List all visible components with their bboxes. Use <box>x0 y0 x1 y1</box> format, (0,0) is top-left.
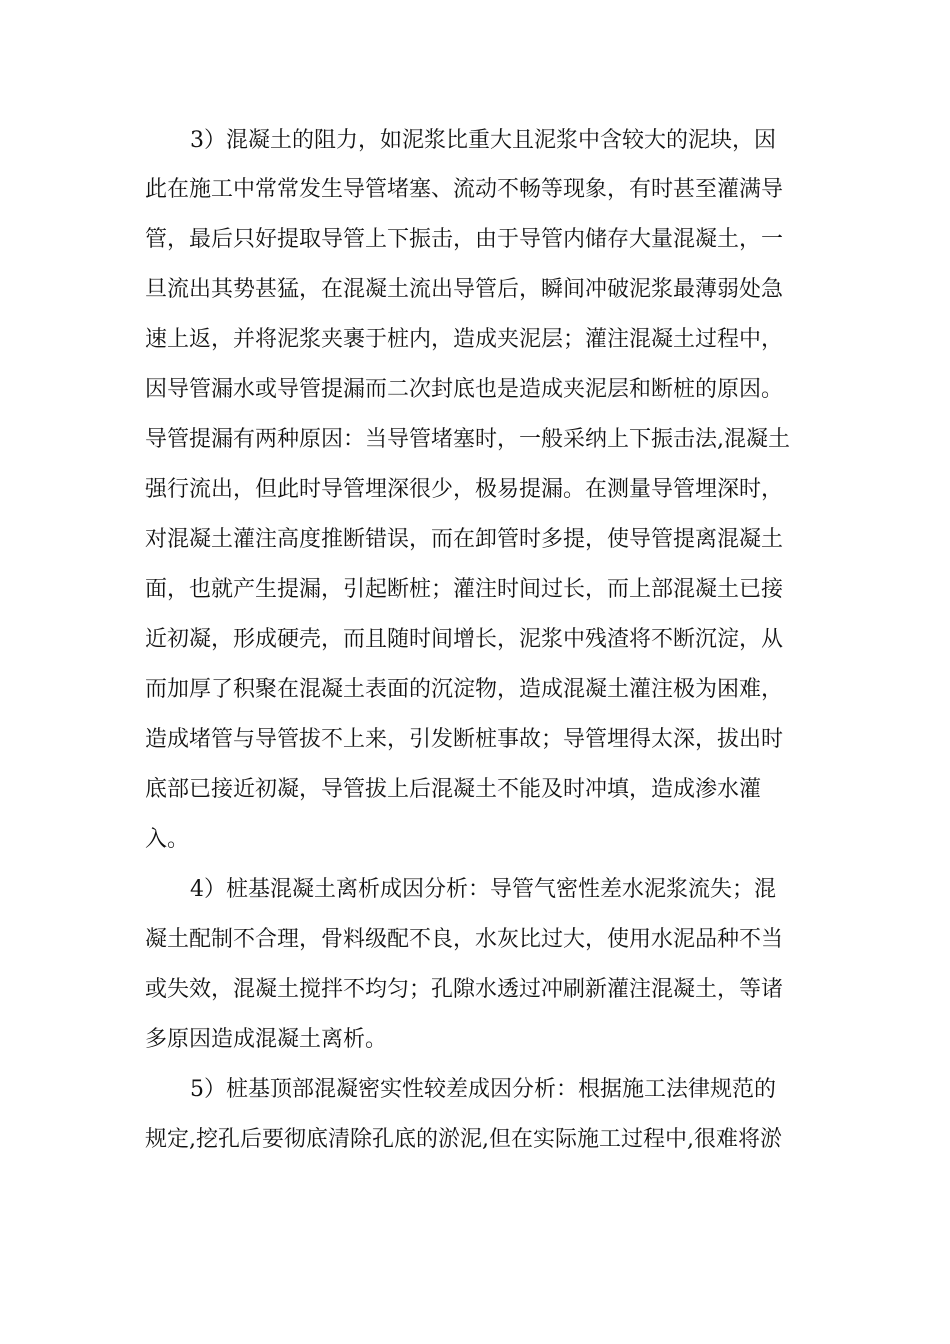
paragraph-2-line-2: 凝土配制不合理，骨料级配不良，水灰比过大，使用水泥品种不当 <box>145 927 784 952</box>
paragraph-1-line-9: 对混凝土灌注高度推断错误，而在卸管时多提，使导管提离混凝土 <box>145 527 784 552</box>
paragraph-1-line-2: 此在施工中常常发生导管堵塞、流动不畅等现象，有时甚至灌满导 <box>145 177 784 202</box>
paragraph-1-line-10: 面，也就产生提漏，引起断桩；灌注时间过长，而上部混凝土已接 <box>145 577 784 602</box>
paragraph-1-line-5: 速上返，并将泥浆夹裹于桩内，造成夹泥层；灌注混凝土过程中， <box>145 327 784 352</box>
paragraph-1-line-13: 造成堵管与导管拔不上来，引发断桩事故；导管埋得太深，拔出时 <box>145 727 784 752</box>
paragraph-1-line-7: 导管提漏有两种原因：当导管堵塞时，一般采纳上下振击法,混凝土 <box>145 427 790 452</box>
paragraph-1-line-1: 3）混凝土的阻力，如泥浆比重大且泥浆中含较大的泥块，因 <box>190 128 776 153</box>
paragraph-1-line-14: 底部已接近初凝，导管拔上后混凝土不能及时冲填，造成渗水灌 <box>145 777 762 802</box>
paragraph-1-line-3: 管，最后只好提取导管上下振击，由于导管内储存大量混凝土，一 <box>145 227 784 252</box>
paragraph-2-line-1: 4）桩基混凝土离析成因分析：导管气密性差水泥浆流失；混 <box>190 877 776 902</box>
paragraph-1-line-6: 因导管漏水或导管提漏而二次封底也是造成夹泥层和断桩的原因。 <box>145 377 784 402</box>
paragraph-3-line-1: 5）桩基顶部混凝密实性较差成因分析：根据施工法律规范的 <box>190 1077 776 1102</box>
paragraph-2-line-3: 或失效，混凝土搅拌不均匀；孔隙水透过冲刷新灌注混凝土，等诸 <box>145 977 784 1002</box>
paragraph-3-line-2: 规定,挖孔后要彻底清除孔底的淤泥,但在实际施工过程中,很难将淤 <box>145 1127 782 1152</box>
paragraph-1-line-4: 旦流出其势甚猛，在混凝土流出导管后，瞬间冲破泥浆最薄弱处急 <box>145 277 784 302</box>
paragraph-1-line-11: 近初凝，形成硬壳，而且随时间增长，泥浆中残渣将不断沉淀，从 <box>145 627 784 652</box>
paragraph-1-line-15: 入。 <box>145 827 190 852</box>
paragraph-1-line-12: 而加厚了积聚在混凝土表面的沉淀物，造成混凝土灌注极为困难， <box>145 677 784 702</box>
paragraph-2-line-4: 多原因造成混凝土离析。 <box>145 1027 388 1052</box>
paragraph-1-line-8: 强行流出，但此时导管埋深很少，极易提漏。在测量导管埋深时， <box>145 477 784 502</box>
